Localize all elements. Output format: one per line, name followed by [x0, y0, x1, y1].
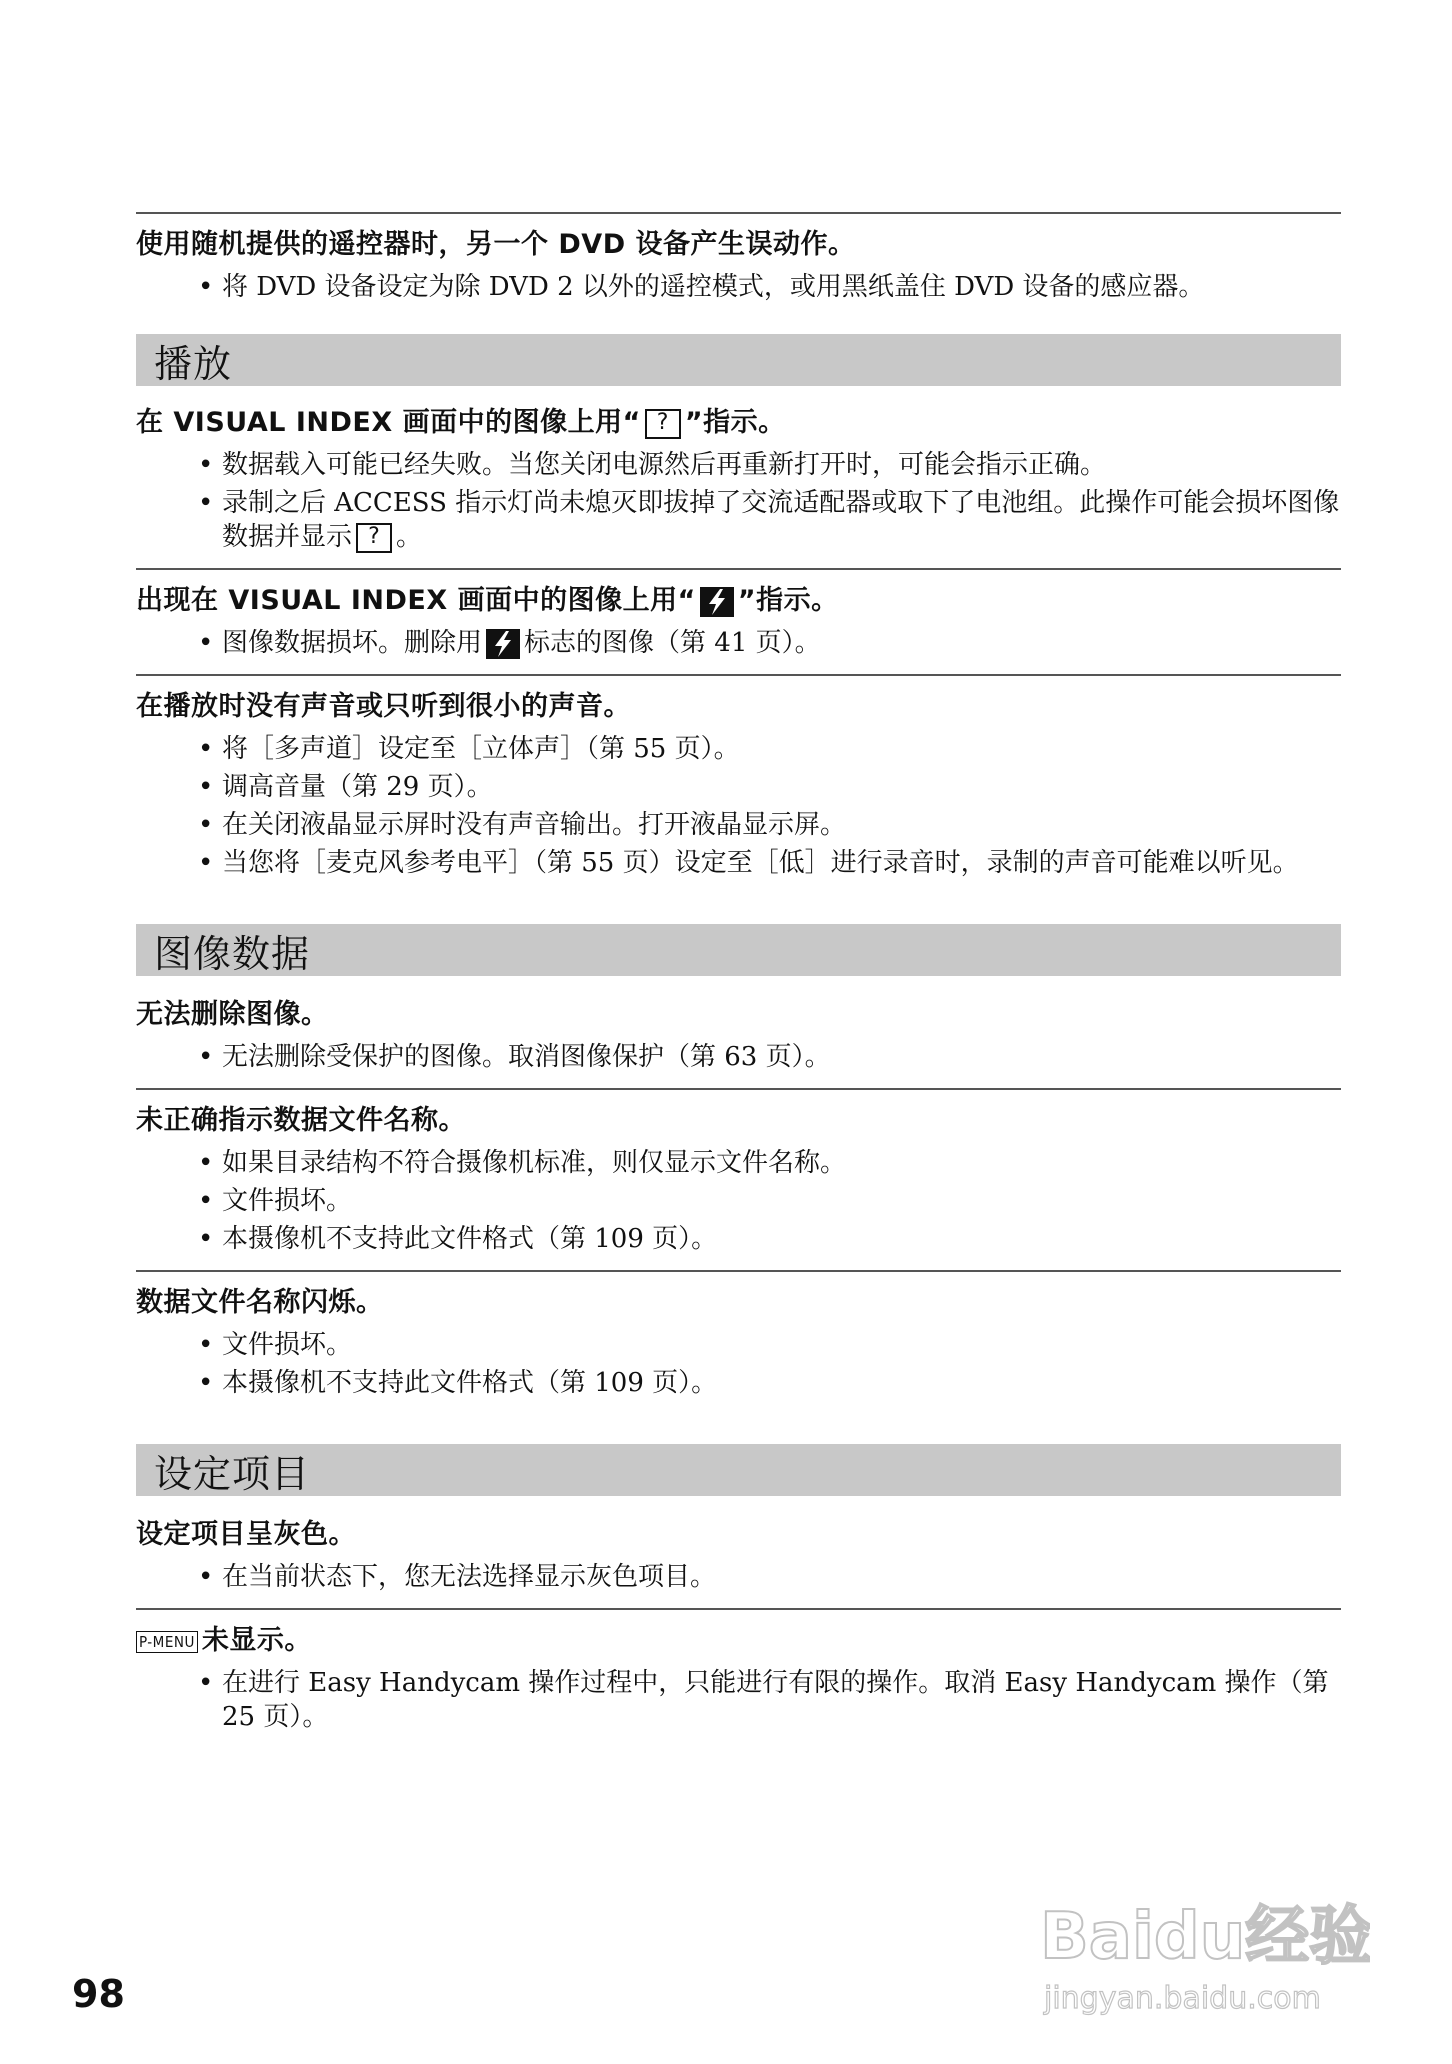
question-suffix: ”指示。 [737, 585, 839, 616]
answer-list [136, 732, 1341, 880]
divider [136, 1608, 1341, 1610]
list-item: • 无法删除受保护的图像。取消图像保护（第 63 页）。 [136, 1040, 1341, 1074]
question-visual-index-damaged [136, 584, 1341, 618]
item-suffix: 标志的图像（第 41 页）。 [524, 628, 821, 658]
divider [136, 1088, 1341, 1090]
section-header-playback: 播放 [136, 334, 1341, 386]
list-item [136, 626, 1341, 660]
question-cannot-delete: 无法删除图像。 [136, 999, 329, 1030]
answer-list [136, 1666, 1341, 1734]
question-suffix: ”指示。 [684, 407, 786, 438]
section-header-settings: 设定项目 [136, 1444, 1341, 1496]
answer-list [136, 1040, 1341, 1074]
list-item: • 如果目录结构不符合摄像机标准，则仅显示文件名称。 [136, 1146, 1341, 1180]
list-item: • 本摄像机不支持此文件格式（第 109 页）。 [136, 1222, 1341, 1256]
list-item [136, 486, 1341, 554]
item-prefix: 图像数据损坏。删除用 [222, 628, 483, 658]
section-header-image-data: 图像数据 [136, 924, 1341, 976]
list-item: • 在进行 Easy Handycam 操作过程中，只能进行有限的操作。取消 Easy Handycam 操作（第 25 页）。 [136, 1666, 1341, 1734]
answer-list [136, 270, 1341, 304]
question-prefix: 出现在 VISUAL INDEX 画面中的图像上用“ [136, 585, 696, 616]
page-number: 98 [72, 1972, 125, 2016]
list-item: • 当您将［麦克风参考电平］（第 55 页）设定至［低］进行录音时，录制的声音可能难以听见。 [136, 846, 1341, 880]
list-item: • 本摄像机不支持此文件格式（第 109 页）。 [136, 1366, 1341, 1400]
watermark-line1: Baidu经验 [1040, 1900, 1370, 1974]
lightning-bolt-icon [486, 629, 520, 659]
question-suffix: 未显示。 [201, 1625, 312, 1656]
manual-page [136, 212, 1341, 1734]
p-menu-button-icon: P-MENU [136, 1631, 198, 1653]
divider [136, 212, 1341, 214]
answer-list [136, 1328, 1341, 1400]
watermark-line2: jingyan.baidu.com [1044, 1981, 1321, 2016]
list-item: • 在当前状态下，您无法选择显示灰色项目。 [136, 1560, 1341, 1594]
list-item: • 调高音量（第 29 页）。 [136, 770, 1341, 804]
divider [136, 568, 1341, 570]
item-prefix: 录制之后 ACCESS 指示灯尚未熄灭即拔掉了交流适配器或取下了电池组。此操作可能会损坏图像数据并显示 [222, 488, 1340, 552]
answer-list [136, 448, 1341, 554]
question-visual-index-question [136, 406, 1341, 440]
question-no-sound: 在播放时没有声音或只听到很小的声音。 [136, 691, 631, 722]
question-filename-flashing: 数据文件名称闪烁。 [136, 1287, 384, 1318]
question-pmenu-missing [136, 1624, 1341, 1658]
list-item: • 文件损坏。 [136, 1184, 1341, 1218]
lightning-bolt-icon [700, 587, 734, 617]
question-settings-grayed: 设定项目呈灰色。 [136, 1519, 356, 1550]
question-mark-icon: ? [645, 409, 681, 439]
answer-list [136, 1560, 1341, 1594]
answer-list [136, 626, 1341, 660]
list-item: • 数据载入可能已经失败。当您关闭电源然后再重新打开时，可能会指示正确。 [136, 448, 1341, 482]
list-item: • 将 DVD 设备设定为除 DVD 2 以外的遥控模式，或用黑纸盖住 DVD 设备的感应器。 [136, 270, 1341, 304]
divider [136, 674, 1341, 676]
question-dvd-interference: 使用随机提供的遥控器时，另一个 DVD 设备产生误动作。 [136, 229, 856, 260]
list-item: • 文件损坏。 [136, 1328, 1341, 1362]
baidu-watermark-logo [1030, 1880, 1370, 2030]
list-item: • 将［多声道］设定至［立体声］（第 55 页）。 [136, 732, 1341, 766]
answer-list [136, 1146, 1341, 1256]
question-prefix: 在 VISUAL INDEX 画面中的图像上用“ [136, 407, 641, 438]
list-item: • 在关闭液晶显示屏时没有声音输出。打开液晶显示屏。 [136, 808, 1341, 842]
question-mark-icon: ? [356, 523, 392, 553]
question-filename-incorrect: 未正确指示数据文件名称。 [136, 1105, 466, 1136]
item-suffix: 。 [396, 522, 423, 552]
divider [136, 1270, 1341, 1272]
